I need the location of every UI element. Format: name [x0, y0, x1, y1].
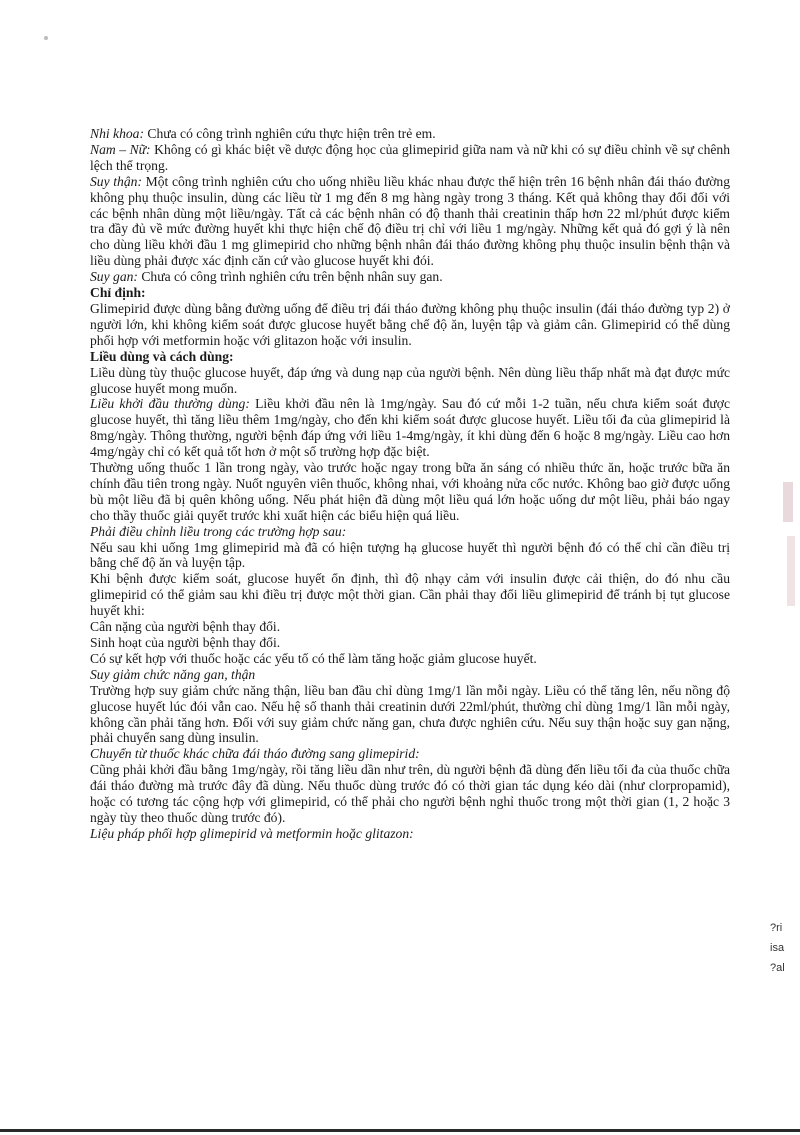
paragraph	[90, 142, 730, 174]
margin-note: ?al	[770, 962, 785, 974]
paragraph-text: Có sự kết hợp với thuốc hoặc các yếu tố có thể làm tăng hoặc giảm glucose huyết.	[90, 650, 537, 666]
paragraph-text: Thường uống thuốc 1 lần trong ngày, vào trước hoặc ngay trong bữa ăn sáng có nhiều thức ăn, hoặc trước bữa ăn chính đầu tiên trong ngày. Nuốt nguyên viên thuốc, không nhai, với khoảng nửa cốc nước. Không bao giờ được uống bù một liều đã bị quên không uống. Nếu phát hiện đã dùng một liều quá lớn hoặc uống dư một liều, phải báo ngay cho thầy thuốc giải quyết trước khi xuất hiện các biểu hiện quá liều.	[90, 460, 730, 523]
paragraph	[90, 651, 730, 667]
paragraph-text: Cân nặng của người bệnh thay đổi.	[90, 619, 281, 635]
subsection-heading: Suy giảm chức năng gan, thận	[90, 666, 256, 682]
paragraph-text: Một công trình nghiên cứu cho uống nhiều liều khác nhau được thể hiện trên 16 bệnh nhân đái tháo đường không phụ thuộc insulin, dùng các liều từ 1 mg đến 8 mg hàng ngày trong 3 tháng. Kết quả không thay đổi đối với các bệnh nhân dùng một liều/ngày. Tất cả các bệnh nhân có độ thanh thải creatinin thấp hơn 22 ml/phút được kiểm tra đầy đủ về mức đường huyết khi thực hiện chế độ điều trị chỉ với liều 1 mg/ngày. Những kết quả đó gợi ý là nên cho dùng liều khởi đầu 1 mg glimepirid cho những bệnh nhân đái tháo đường không phụ thuộc insulin bệnh thận và liều dùng phải được xác định căn cứ vào glucose huyết khi đói.	[90, 173, 730, 269]
section-heading: Chỉ định:	[90, 285, 146, 301]
margin-note: isa	[770, 942, 785, 954]
paragraph-text: Chưa có công trình nghiên cứu trên bệnh nhân suy gan.	[137, 269, 443, 285]
paragraph-text: Khi bệnh được kiểm soát, glucose huyết ổn định, thì độ nhạy cảm với insulin được cải thiện, do đó nhu cầu glimepirid có thể giảm sau khi điều trị được một thời gian. Cần phải thay đổi liều glimepirid để tránh bị tụt glucose huyết khi:	[90, 571, 730, 619]
paragraph	[90, 396, 730, 460]
paragraph	[90, 619, 730, 635]
paragraph-text: Liều khởi đầu nên là 1mg/ngày. Sau đó cứ mỗi 1-2 tuần, nếu chưa kiểm soát được glucose huyết, thì tăng liều thêm 1mg/ngày, cho đến khi kiểm soát được glucose huyết. Liều tối đa của glimepirid là 8mg/ngày. Thông thường, người bệnh đáp ứng với liều 1-4mg/ngày, ít khi dùng đến 6 hoặc 8 mg/ngày. Liều cao hơn 4mg/ngày chỉ có kết quả tốt hơn ở một số trường hợp đặc biệt.	[90, 396, 730, 460]
scan-speck	[44, 36, 48, 40]
paragraph	[90, 301, 730, 349]
margin-note: ?ri	[770, 922, 783, 934]
margin-notes	[770, 918, 800, 978]
paragraph	[90, 762, 730, 826]
paragraph-text: Chưa có công trình nghiên cứu thực hiện trên trẻ em.	[144, 126, 436, 141]
paragraph	[90, 571, 730, 619]
paragraph-text: Glimepirid được dùng bằng đường uống để điều trị đái tháo đường không phụ thuộc insulin (đái tháo đường typ 2) ở người lớn, khi không kiểm soát được glucose huyết bằng chế độ ăn, luyện tập và giảm cân. Glimepirid có thể dùng phối hợp với metformin hoặc với glitazon hoặc với insulin.	[90, 300, 730, 348]
paragraph	[90, 460, 730, 524]
paragraph-text: Liều dùng tùy thuộc glucose huyết, đáp ứng và dung nạp của người bệnh. Nên dùng liều thấp nhất mà đạt được mức glucose huyết mong muốn.	[90, 364, 730, 396]
paragraph	[90, 269, 730, 285]
subsection-heading: Chuyển từ thuốc khác chữa đái tháo đường sang glimepirid:	[90, 746, 420, 762]
paragraph-label: Suy gan:	[90, 269, 138, 285]
subsection-heading: Liệu pháp phối hợp glimepirid và metformin hoặc glitazon:	[90, 825, 414, 841]
paragraph-label: Liều khởi đầu thường dùng:	[90, 396, 250, 412]
paragraph-text: Nếu sau khi uống 1mg glimepirid mà đã có hiện tượng hạ glucose huyết thì người bệnh đó có thể chỉ cần điều trị bằng chế độ ăn và luyện tập.	[90, 539, 730, 571]
paragraph-text: Cũng phải khởi đầu bằng 1mg/ngày, rồi tăng liều dần như trên, dù người bệnh đã dùng đến liều tối đa của thuốc chữa đái tháo đường mà trước đây đã dùng. Nếu thuốc dùng trước đó có thời gian tác dụng kéo dài (như clorpropamid), hoặc có tương tác cộng hợp với glimepirid, có thể phải cho người bệnh nghỉ thuốc trong một thời gian (1, 2 hoặc 3 ngày tùy theo thuốc dùng trước đó).	[90, 762, 730, 825]
document-body	[90, 126, 730, 842]
paragraph-label: Nhi khoa:	[90, 126, 144, 141]
paragraph-label: Nam – Nữ:	[90, 141, 151, 157]
paragraph-label: Suy thận:	[90, 173, 142, 189]
scan-edge-mark	[783, 482, 793, 522]
paragraph	[90, 683, 730, 747]
paragraph-text: Trường hợp suy giảm chức năng thận, liều ban đầu chỉ dùng 1mg/1 lần mỗi ngày. Liều có thể tăng lên, nếu nồng độ glucose huyết lúc đói vẫn cao. Nếu hệ số thanh thải creatinin dưới 22ml/phút, thường chỉ dùng 1mg/1 lần mỗi ngày, không cần phải tăng hơn. Đối với suy giảm chức năng gan, chưa được nghiên cứu. Nếu suy thận hoặc suy gan nặng, phải chuyển sang dùng insulin.	[90, 682, 730, 746]
paragraph-text: Sinh hoạt của người bệnh thay đổi.	[90, 635, 281, 650]
paragraph	[90, 540, 730, 572]
paragraph	[90, 365, 730, 397]
paragraph	[90, 174, 730, 269]
paragraph	[90, 126, 730, 142]
paragraph	[90, 635, 730, 651]
subsection-heading: Phải điều chỉnh liều trong các trường hợp sau:	[90, 523, 347, 539]
scan-edge-mark	[787, 536, 795, 606]
section-heading: Liều dùng và cách dùng:	[90, 348, 234, 364]
paragraph-text: Không có gì khác biệt về dược động học của glimepirid giữa nam và nữ khi có sự điều chỉnh về sự chênh lệch thể trọng.	[90, 141, 730, 173]
page-bottom-edge	[0, 1129, 800, 1132]
